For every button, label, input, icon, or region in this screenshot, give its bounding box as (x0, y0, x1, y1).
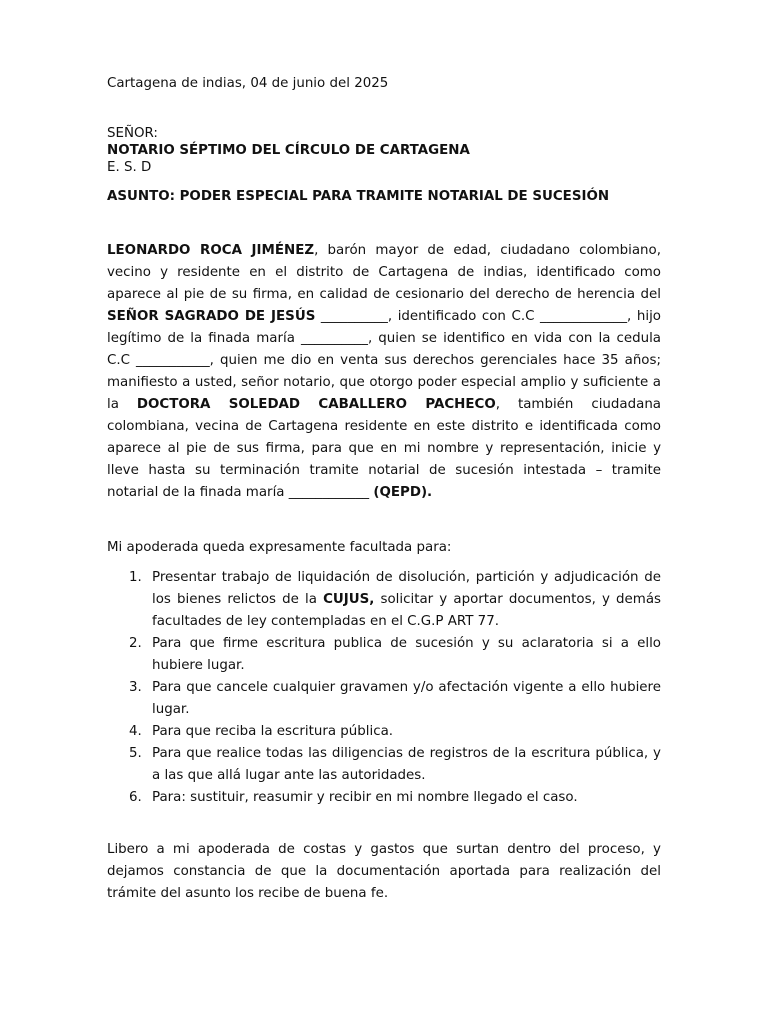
body-text-1: , barón mayor de edad, ciudadano colombiano, vecino y residente en el distrito de Cartagena de indias, identificado como aparece al pie de su firma, en calidad de cesionario del derecho de herencia del (107, 243, 661, 302)
list-item-text (152, 633, 661, 677)
list-item (107, 721, 661, 743)
list-item-number: 2. (129, 636, 142, 651)
list-item-number: 6. (129, 790, 142, 805)
body-text-3: , también ciudadana colombiana, vecina de Cartagena residente en este distrito e identificada como aparece al pie de sus firma, para que en mi nombre y representación, inicie y lleve hasta su terminación tramite notarial de sucesión intestada – tramite notarial de la finada maría ____________ (107, 397, 662, 500)
list-item (107, 677, 661, 721)
list-item-text (152, 743, 661, 787)
list-item-text-a: Para que realice todas las diligencias de registros de la escritura pública, y a las que allá lugar ante las autoridades. (152, 746, 661, 783)
body-text-2: __________, identificado con C.C _____________, hijo legítimo de la finada maría __________, quien se identifico en vida con la cedula C.C ___________, quien me dio en venta sus derechos gerenciales hace 35 años; manifiesto a usted, señor notario, que otorgo poder especial amplio y suficiente a la (107, 309, 661, 412)
list-item (107, 743, 661, 787)
salutation: SEÑOR: (107, 126, 158, 141)
faculties-intro: Mi apoderada queda expresamente facultada para: (107, 540, 452, 555)
qepd-label: (QEPD). (373, 485, 433, 500)
list-item (107, 787, 661, 809)
esd-line: E. S. D (107, 160, 152, 175)
addressee-block (107, 125, 470, 176)
list-item-text-a: Para que reciba la escritura pública. (152, 724, 394, 739)
grantor-name: LEONARDO ROCA JIMÉNEZ (107, 243, 315, 258)
list-item-text-b: solicitar y aportar documentos, y demás facultades de ley contempladas en el C.G.P ART 77. (152, 592, 662, 629)
faculties-list (107, 567, 661, 809)
list-item-number: 1. (129, 570, 142, 585)
closing-paragraph: Libero a mi apoderada de costas y gastos que surtan dentro del proceso, y dejamos constancia de que la documentación aportada para realización del trámite del asunto los recibe de buena fe. (107, 842, 661, 901)
list-item-text (152, 721, 661, 743)
list-item-text (152, 567, 661, 633)
subject-line: ASUNTO: PODER ESPECIAL PARA TRAMITE NOTARIAL DE SUCESIÓN (107, 189, 610, 204)
list-item-number: 5. (129, 746, 142, 761)
list-item (107, 633, 661, 677)
date-line: Cartagena de indias, 04 de junio del 2025 (107, 76, 389, 91)
list-item-number: 3. (129, 680, 142, 695)
list-item-text (152, 677, 661, 721)
list-item-text-a: Presentar trabajo de liquidación de disolución, partición y adjudicación de los bienes relictos de la (152, 570, 661, 607)
list-item-text (152, 787, 661, 809)
addressee-title: NOTARIO SÉPTIMO DEL CÍRCULO DE CARTAGENA (107, 143, 470, 158)
list-item-text-a: Para que cancele cualquier gravamen y/o afectación vigente a ello hubiere lugar. (152, 680, 661, 717)
list-item (107, 567, 661, 633)
decedent-name: SEÑOR SAGRADO DE JESÚS (107, 309, 316, 324)
body-paragraph (107, 240, 661, 504)
attorney-name: DOCTORA SOLEDAD CABALLERO PACHECO (136, 397, 496, 412)
list-item-bold: CUJUS, (323, 592, 375, 607)
list-item-text-a: Para que firme escritura publica de sucesión y su aclaratoria si a ello hubiere lugar. (152, 636, 661, 673)
list-item-number: 4. (129, 724, 142, 739)
list-item-text-a: Para: sustituir, reasumir y recibir en mi nombre llegado el caso. (152, 790, 578, 805)
